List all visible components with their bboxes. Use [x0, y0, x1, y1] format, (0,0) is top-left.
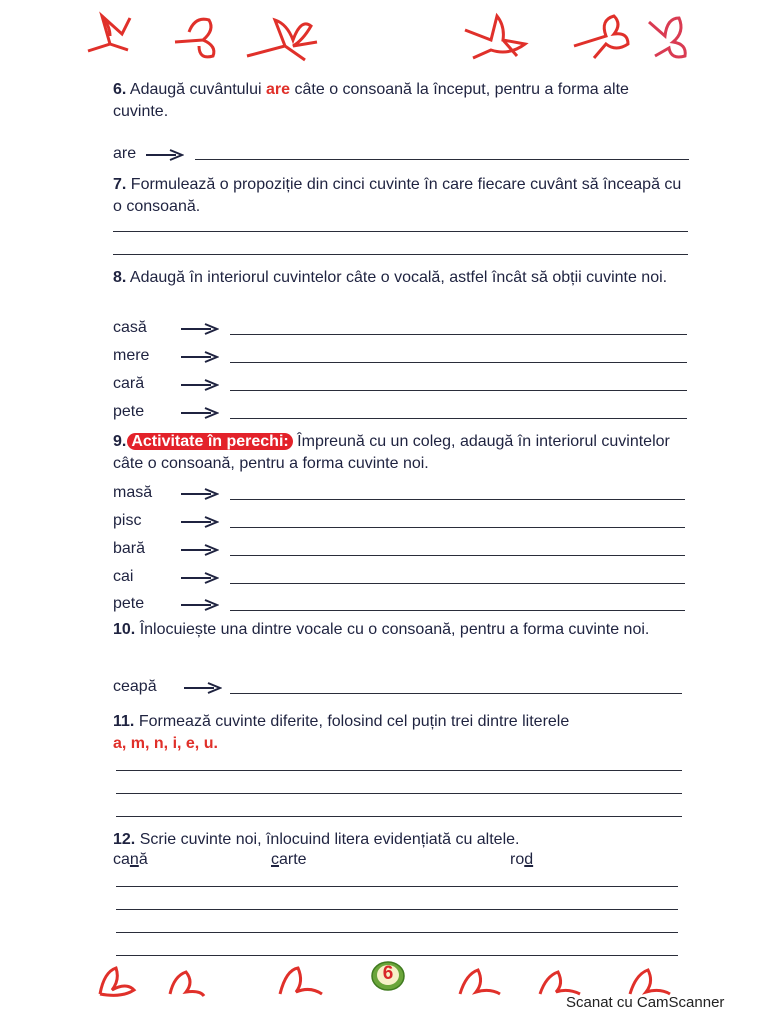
answer-line[interactable] [230, 362, 687, 363]
exercise-number: 9. [113, 433, 127, 450]
butterfly-icon [247, 20, 317, 60]
answer-line[interactable] [230, 499, 685, 500]
answer-row[interactable] [113, 510, 688, 532]
answer-row[interactable] [113, 593, 688, 615]
arrow-right-icon [146, 149, 184, 161]
answer-line[interactable] [116, 793, 682, 794]
arrow-right-icon [181, 351, 219, 363]
answer-line[interactable] [230, 555, 685, 556]
prompt-text: câte o consoană la început, pentru a forma alte cuvinte. [113, 81, 629, 120]
answer-line[interactable] [116, 932, 678, 933]
answer-word: bară [113, 540, 146, 557]
butterfly-icon [175, 19, 214, 57]
answer-row[interactable] [113, 482, 688, 504]
exercise-11-prompt [113, 711, 683, 755]
exercise-9-prompt [113, 431, 691, 475]
prompt-text: Adaugă cuvântului [129, 81, 262, 98]
answer-line[interactable] [230, 334, 687, 335]
exercise-number: 7. [113, 176, 127, 193]
exercise-12-prompt [113, 829, 683, 851]
prompt-text: Înlocuiește una dintre vocale cu o consoană, pentru a forma cuvinte noi. [139, 621, 650, 638]
highlighted-word: are [266, 81, 291, 98]
arrow-right-icon [181, 544, 219, 556]
answer-line[interactable] [230, 610, 685, 611]
answer-word: pete [113, 595, 145, 612]
flower-icon [170, 972, 204, 996]
exercise-number: 12. [113, 831, 136, 848]
prompt-text: Împreună cu un coleg, adaugă în interiorul cuvintelor câte o consoană, pentru a forma cuvinte noi. [113, 433, 670, 472]
exercise-7-prompt [113, 174, 688, 218]
highlighted-letter: c [271, 851, 279, 868]
highlighted-letter: n [129, 851, 139, 868]
answer-line[interactable] [113, 231, 688, 232]
arrow-right-icon [181, 379, 219, 391]
arrow-right-icon [181, 407, 219, 419]
answer-line[interactable] [195, 159, 689, 160]
flower-icon [460, 970, 500, 994]
answer-row[interactable] [113, 373, 688, 395]
answer-line[interactable] [116, 955, 678, 956]
exercise-number: 6. [113, 81, 127, 98]
answer-line[interactable] [116, 770, 682, 771]
answer-line[interactable] [116, 886, 678, 887]
answer-row[interactable] [113, 538, 688, 560]
word-carte: carte [271, 851, 307, 868]
arrow-right-icon [181, 599, 219, 611]
flower-icon [280, 968, 322, 994]
highlighted-letter: d [524, 851, 534, 868]
butterfly-icon [574, 16, 628, 58]
answer-line[interactable] [230, 583, 685, 584]
arrow-right-icon [181, 323, 219, 335]
exercise-8-prompt [113, 267, 688, 289]
arrow-right-icon [181, 488, 219, 500]
answer-word: cai [113, 568, 134, 585]
answer-word: cară [113, 375, 145, 392]
answer-line[interactable] [116, 909, 678, 910]
answer-row[interactable] [113, 345, 688, 367]
flower-icon [100, 968, 134, 995]
answer-line[interactable] [230, 418, 687, 419]
butterfly-icon [649, 18, 685, 57]
answer-line[interactable] [113, 254, 688, 255]
prompt-text: Scrie cuvinte noi, înlocuind litera evidențiată cu altele. [139, 831, 520, 848]
answer-word: are [113, 145, 137, 162]
answer-row[interactable] [113, 317, 688, 339]
flower-icon [540, 972, 580, 994]
answer-line[interactable] [230, 527, 685, 528]
answer-row-ceapa[interactable] [113, 676, 688, 698]
answer-word: mere [113, 347, 150, 364]
answer-row[interactable] [113, 401, 688, 423]
butterfly-icon [88, 16, 130, 51]
top-butterflies-decoration [80, 6, 700, 66]
answer-word: ceapă [113, 678, 157, 695]
exercise-number: 8. [113, 269, 127, 286]
arrow-right-icon [184, 682, 222, 694]
answer-row-are[interactable] [113, 143, 693, 165]
exercise-number: 11. [113, 713, 135, 730]
answer-word: pisc [113, 512, 142, 529]
answer-row[interactable] [113, 566, 688, 588]
page-number: 6 [382, 963, 394, 984]
letters-list: a, m, n, i, e, u. [113, 735, 218, 752]
activity-badge: Activitate în perechi: [127, 433, 292, 450]
prompt-text: Formulează o propoziție din cinci cuvinte în care fiecare cuvânt să înceapă cu o consoană. [113, 176, 682, 215]
butterfly-icon [465, 16, 525, 58]
answer-line[interactable] [230, 390, 687, 391]
exercise-number: 10. [113, 621, 136, 638]
word-cana: cană [113, 851, 148, 868]
prompt-text: Adaugă în interiorul cuvintelor câte o vocală, astfel încât să obții cuvinte noi. [129, 269, 668, 286]
answer-word: pete [113, 403, 145, 420]
answer-word: masă [113, 484, 153, 501]
arrow-right-icon [181, 516, 219, 528]
word-rod: rod [510, 851, 534, 868]
exercise-6-prompt [113, 79, 688, 123]
flower-icon [630, 970, 670, 994]
scanner-watermark: Scanat cu CamScanner [566, 994, 725, 1011]
arrow-right-icon [181, 572, 219, 584]
answer-word: casă [113, 319, 147, 336]
answer-line[interactable] [230, 693, 682, 694]
prompt-text: Formează cuvinte diferite, folosind cel puțin trei dintre literele [138, 713, 570, 730]
answer-line[interactable] [116, 816, 682, 817]
exercise-10-prompt [113, 619, 683, 641]
